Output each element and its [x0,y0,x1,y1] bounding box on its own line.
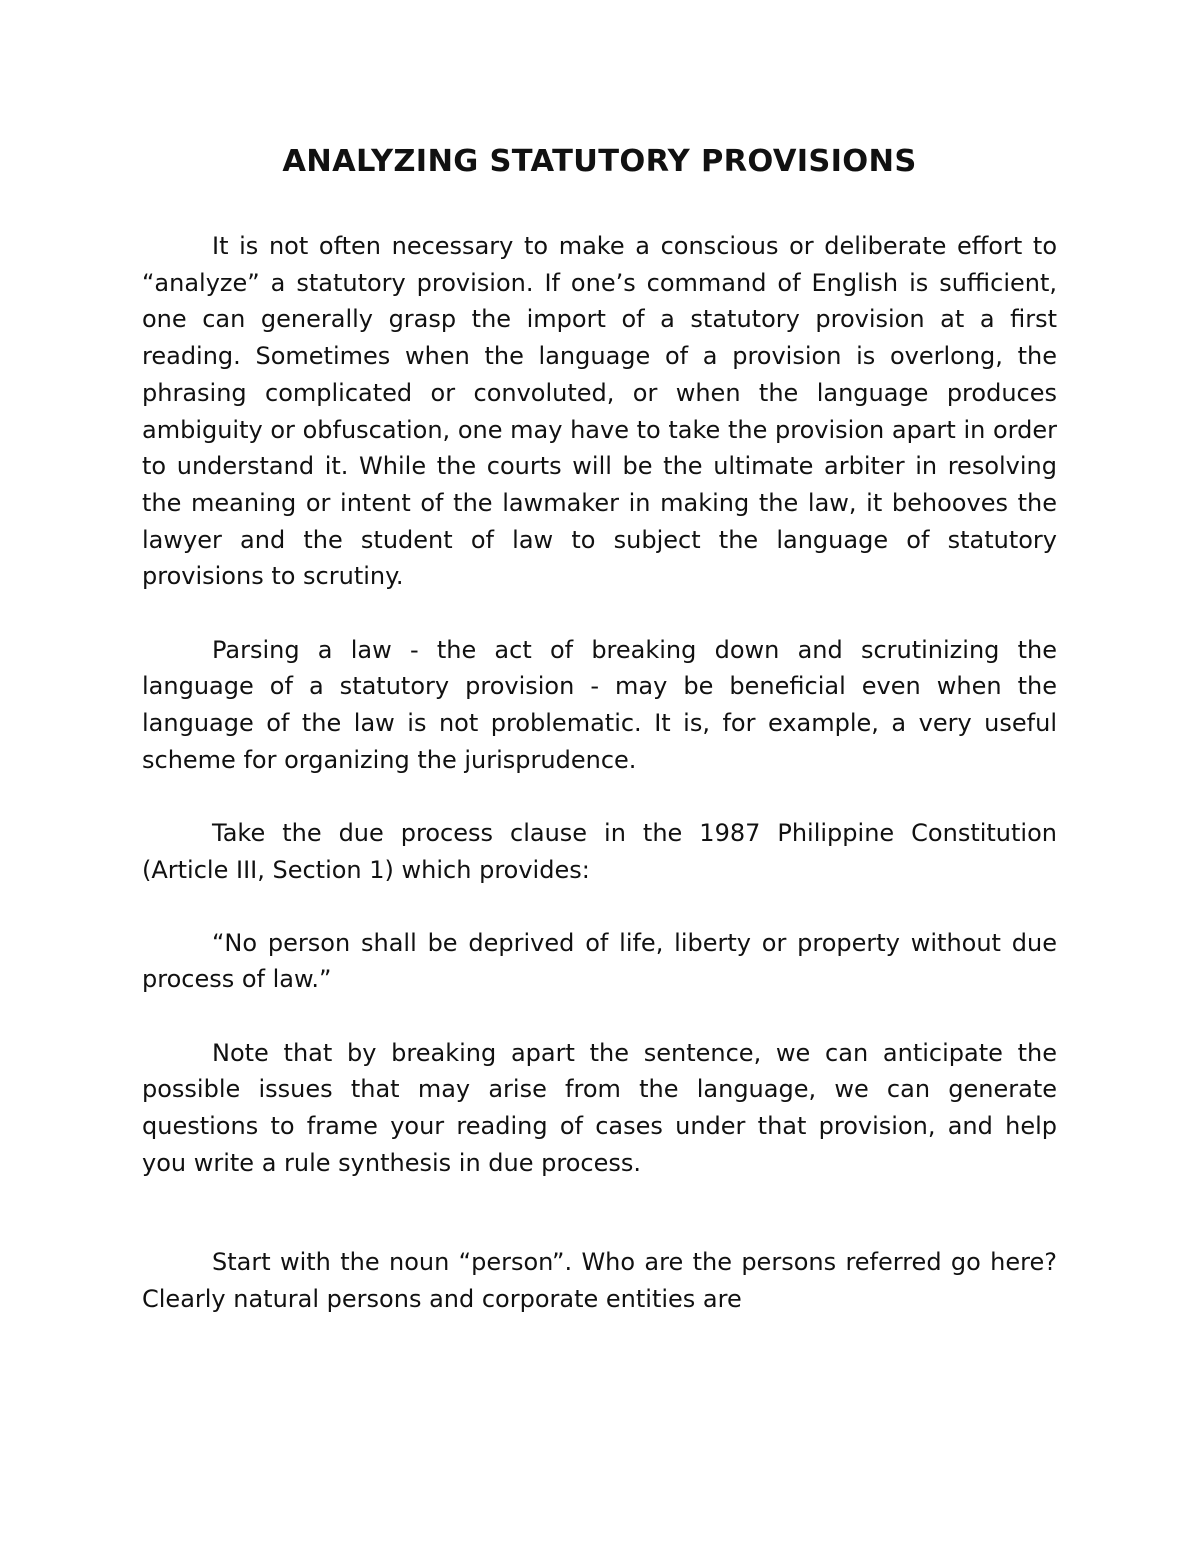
paragraph-parsing: Parsing a law - the act of breaking down and scrutinizing the language of a statutory provision - may be beneficial even when the language of the law is not problematic. It is, for example, a very useful scheme for organizing the jurisprudence. [142,635,1057,774]
document-page [142,138,1057,1318]
paragraph-due-process: Take the due process clause in the 1987 Philippine Constitution (Article III, Section 1) which provides: [142,818,1057,884]
paragraph-quote: “No person shall be deprived of life, liberty or property without due process of law.” [142,928,1057,994]
paragraph-person: Start with the noun “person”. Who are the persons referred go here? Clearly natural persons and corporate entities are [142,1248,1057,1314]
paragraph-intro: It is not often necessary to make a conscious or deliberate effort to “analyze” a statutory provision. If one’s command of English is sufficient, one can generally grasp the import of a statutory provision at a first reading. Sometimes when the language of a provision is overlong, the phrasing complicated or convoluted, or when the language produces ambiguity or obfuscation, one may have to take the provision apart in order to understand it. While the courts will be the ultimate arbiter in resolving the meaning or intent of the lawmaker in making the law, it behooves the lawyer and the student of law to subject the language of statutory provisions to scrutiny. [142,232,1057,591]
document-title: ANALYZING STATUTORY PROVISIONS [282,144,917,179]
paragraph-note: Note that by breaking apart the sentence, we can anticipate the possible issues that may arise from the language, we can generate questions to frame your reading of cases under that provision, and help you write a rule synthesis in due process. [142,1038,1057,1177]
